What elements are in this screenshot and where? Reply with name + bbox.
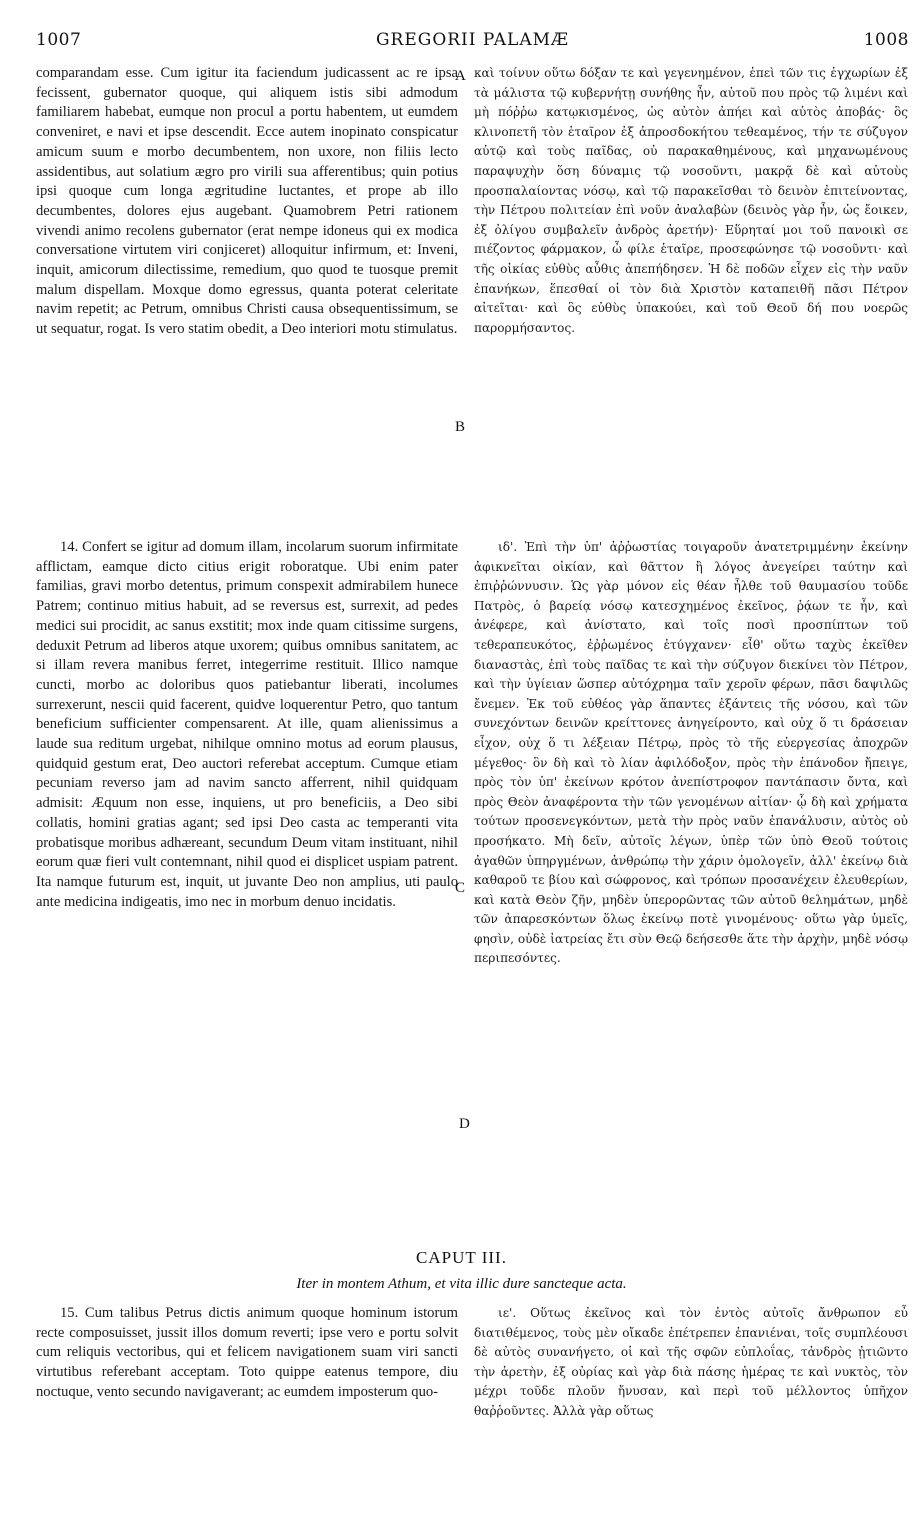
greek-paragraph-continued: καὶ τοίνυν οὕτω δόξαν τε καὶ γεγενημένον, ἐπεὶ τῶν τις ἐγχωρίων ἐξ τὰ μάλιστα τῷ κυβερνήτῃ συνήθης ἦν, αὐτοῦ που πρὸς τῷ λιμένι καὶ μὴ πόῤῥω κατῳκισμένος, ὡς αὐτὸν ἀπήει καὶ αὐτὸς ἀποβάς· ὃς κλινοπετῆ τὸν ἑταῖρον ἐξ ἀπροσδοκήτου τεθεαμένος, τήν τε σύζυγον αὐτῷ καὶ τοὺς παῖδας, οὐ παρακαθημένους, καὶ μηχανωμένους παραψυχὴν ὅση δύναμις τῷ νοσοῦντι, μακρᾷ δὲ καὶ αὐτοὺς προσπαλαίοντας νόσῳ, καὶ τῷ παρακεῖσθαι τὸ δεινὸν ἐπιτείνοντας, τὴν Πέτρου πολιτείαν ἐπὶ νοῦν ἀναλαβὼν (δεινὸς γὰρ ἦν, ὡς ἔοικεν, ἐξ ὀλίγου συμβαλεῖν ἀνδρὸς ἀρετήν)· Εὕρηταί μοι τοῦ πανοικὶ σε πιέζοντος φάρμακον, ὦ φίλε ἑταῖρε, προσεφώνησε τῷ νοσοῦντι· καὶ τῆς οἰκίας εὐθὺς αὖθις ἀπεπήδησεν. Ἡ δὲ ποδῶν εἶχεν εἰς τὴν ναῦν ἐπανήκων, ἕπεσθαί οἱ τὸν διὰ Χριστὸν καταπειθῆ πᾶσι Πέτρον αἰτεῖται· καὶ ὃς εὐθὺς ὑπακούει, καὶ τοῦ Θεοῦ δή που νοερῶς παρορμήσαντος. — [474, 66, 908, 335]
running-title: GREGORII PALAMÆ — [375, 30, 570, 50]
page-number-left: 1007 — [36, 30, 82, 50]
latin-paragraph-continued: comparandam esse. Cum igitur ita faciendum judicassent ac re ipsa fecissent, gubernator quoque, qui aliquem istis sibi admodum familiarem habebat, eumque non procul a portu habentem, ut eumdem conveniret, e navi et ipse descendit. Ecce autem inopinato conspicatur amicum suum e morbo decumbentem, non uxore, non filiis lecto assidentibus, aut solatium ægro pro virili sua afferentibus; quin potius ipsi quoque cum longa ægritudine luctantes, et prope ab illo decumbentes, dolores ejus augebant. Quamobrem Petri rationem vivendi animo recolens gubernator (erat nempe idoneus qui ex modica conversatione virtutem viri conjiceret) alloquitur infirmum, et: Inveni, inquit, amicorum dilectissime, remedium, quo quod te tuosque premit malum dispellam. Moxque domo egressus, quanta poterat celeritate navim repetit; ac Petrum, omnibus Christi causa obsequentissimum, se ut sequatur, rogat. Is vero statim obedit, a Deo interiori motu stimulatus. — [36, 65, 458, 338]
chapter-heading: CAPUT III. — [416, 1248, 507, 1267]
chapter-subtitle: Iter in montem Athum, et vita illic dure sancteque acta. — [296, 1276, 627, 1292]
running-header — [36, 30, 909, 60]
greek-column-bottom — [474, 1304, 908, 1524]
margin-letter-c: C — [455, 880, 466, 896]
greek-column-middle — [474, 538, 908, 1238]
margin-letter-a: A — [455, 68, 466, 84]
margin-letter-b: B — [455, 419, 466, 435]
greek-paragraph-14: ιδ'. Ἐπὶ τὴν ὑπ' ἀῤῥωστίας τοιγαροῦν ἀνατετριμμένην ἐκείνην ἀφικνεῖται οἰκίαν, καὶ θᾶττον ἢ λόγος ἀνεγείρει ταύτην καὶ ἐπιῤῥώννυσιν. Ὡς γὰρ μόνον εἰς θέαν ἦλθε τοῦ θαυμασίου τοῦδε Πατρὸς, ὁ βαρείᾳ νόσῳ κατεσχημένος ἐκεῖνος, ῥᾴων τε ἦν, καὶ ἀνέφερε, καὶ ἀνίστατο, καὶ τοῖς ποσὶ προσπίπτων τοῦ τεθεραπευκότος, ἐῤῥωμένος ἐτύγχανεν· εἶθ' οὕτω ταχὺς ἐκεῖθεν διαναστὰς, ἐπὶ τοὺς παῖδας τε καὶ τὴν σύζυγον διεκίνει τὸν Πέτρον, καὶ τὴν ὑγίειαν ὥσπερ αὐτόχρημα ταῖν χεροῖν φέρων, πᾶσι δαψιλῶς ἔνεμεν. Ἐκ τοῦ εὐθέος γὰρ ἅπαντες ἐξάντεις τῆς νόσου, καὶ τῶν συνεχόντων δεινῶν κρείττονες ἀνηγείροντο, καὶ οὐχ ὅ τι δράσειαν εἶχον, οὐχ ὅ τι λέξειαν Πέτρῳ, πρὸς τὸ τῆς εὐεργεσίας ἀποχρῶν μέγεθος· ὃν δὴ καὶ τὸ λίαν ἀφιλόδοξον, πρὸς τὴν ἐπάνοδον ἤπειγε, πρὸς τὸν ὑπ' ἐκείνων κρότον ἀνεπίστροφον παντάπασιν ὄντα, καὶ πρὸς Θεὸν ἀναφέροντα τὴν τῶν γενομένων αἰτίαν· ᾧ δὴ καὶ χρήματα τούτων προσενεγκόντων, μετὰ τὴν πρὸς ναῦν ἐπανάλυσιν, αὐτὸς οὐ προσήκατο. Μὴ δεῖν, αὐτοῖς λέγων, ὑπὲρ τῶν ὑπὸ Θεοῦ τούτοις ἀγαθῶν ὑπηργμένων, ἀνθρώπῳ τὴν χάριν ὁμολογεῖν, ἀλλ' ἐκείνῳ διὰ καθαροῦ τε βίου καὶ σώφρονος, καὶ τρόπων προσανέχειν ἐλευθερίων, καὶ κατὰ Θεὸν ζῆν, μηδὲν ὑπερορῶντας τῶν αὐτοῦ θελημάτων, μηδὲ τῶν ἀπαρεσκόντων ὅλως ἐκείνῳ ποτὲ γινομένους· οὕτω γὰρ ὑμεῖς, φησὶν, οὐδὲ ἰατρείας ἔτι σὺν Θεῷ δεήσεσθε ἅτε τὴν ἀρχὴν, μηδὲ νόσῳ περιπεσόντες. — [474, 540, 908, 966]
latin-column-bottom — [36, 1304, 458, 1524]
margin-letter-d: D — [459, 1116, 470, 1132]
latin-paragraph-15: 15. Cum talibus Petrus dictis animum quoque hominum istorum recte composuisset, jussit illos domum reverti; ipse vero e portu solvit cum reliquis vectoribus, qui et felicem navigationem suam viri sancti virtutibus referebant acceptam. Toto quippe eatenus tempore, diu noctuque, vento secundo navigaverant; ac eumdem imposterum quo- — [36, 1305, 458, 1400]
greek-column-top — [474, 64, 908, 496]
page-number-right: 1008 — [863, 30, 909, 50]
latin-paragraph-14: 14. Confert se igitur ad domum illam, incolarum suorum infirmitate afflictam, eamque dicto citius erigit roboratque. Ubi enim pater familias, gravi morbo detentus, primum conspexit admirabilem hunece Patrem; continuo mitius habuit, ad se reversus est, surrexit, ad pedes medici sui procidit, ac sanus exstitit; mox inde quam citissime surgens, deduxit Petrum ad liberos atque uxorem; quibus omnibus sanitatem, ac si illam revera manibus ferret, integerrime restituit. Illico namque cuncti, morbo ac doloribus quos patiebantur liberati, incolumes surrexerunt, nescii quid facerent, quidve loquerentur Petro, quo tantum beneficium sufficienter compensarent. At ille, quam alienissimus a laude sua reditum urgebat, nihilque omnino motus ad eorum plausus, quidquid gestum erat, Deo auctori referebat acceptum. Cumque etiam pecuniam reverso jam ad navim sancto afferrent, nihil quidquam admisit: Æquum non esse, inquiens, ut pro beneficiis, a Deo sibi collatis, homini gratias agant; sed ipsi Deo casta ac temperanti vita probatisque moribus adhæreant, secundum Deum vitam instituant, nihil eorum quæ fieri vult contemnant, nihil quod ei displicet uspiam patrent. Ita namque futurum est, inquit, ut juvante Deo non amplius, uti paulo ante medicina indigeatis, imo nec in morbum denuo incidatis. — [36, 539, 458, 910]
latin-column-top — [36, 64, 458, 536]
greek-paragraph-15: ιε'. Οὕτως ἐκεῖνος καὶ τὸν ἐντὸς αὐτοῖς ἄνθρωπον εὖ διατιθέμενος, τοὺς μὲν οἴκαδε ἐπέτρεπεν ἐπανιέναι, τοῖς συμπλέουσι δὲ αὐτὸς συνανήγετο, οἱ καὶ τῆς σφῶν εὐπλοΐας, τἀνδρὸς ᾐτιῶντο τὴν ἀρετὴν, ἐξ οὐρίας καὶ γὰρ διὰ πάσης ἡμέρας τε καὶ νυκτὸς, τὸν μέχρι τοῦδε πλοῦν ἤνυσαν, καὶ περὶ τοῦ μέλλοντος ὑπῆχον θαῤῥοῦντες. Ἀλλὰ γὰρ οὕτως — [474, 1306, 908, 1418]
latin-column-middle — [36, 538, 458, 1186]
